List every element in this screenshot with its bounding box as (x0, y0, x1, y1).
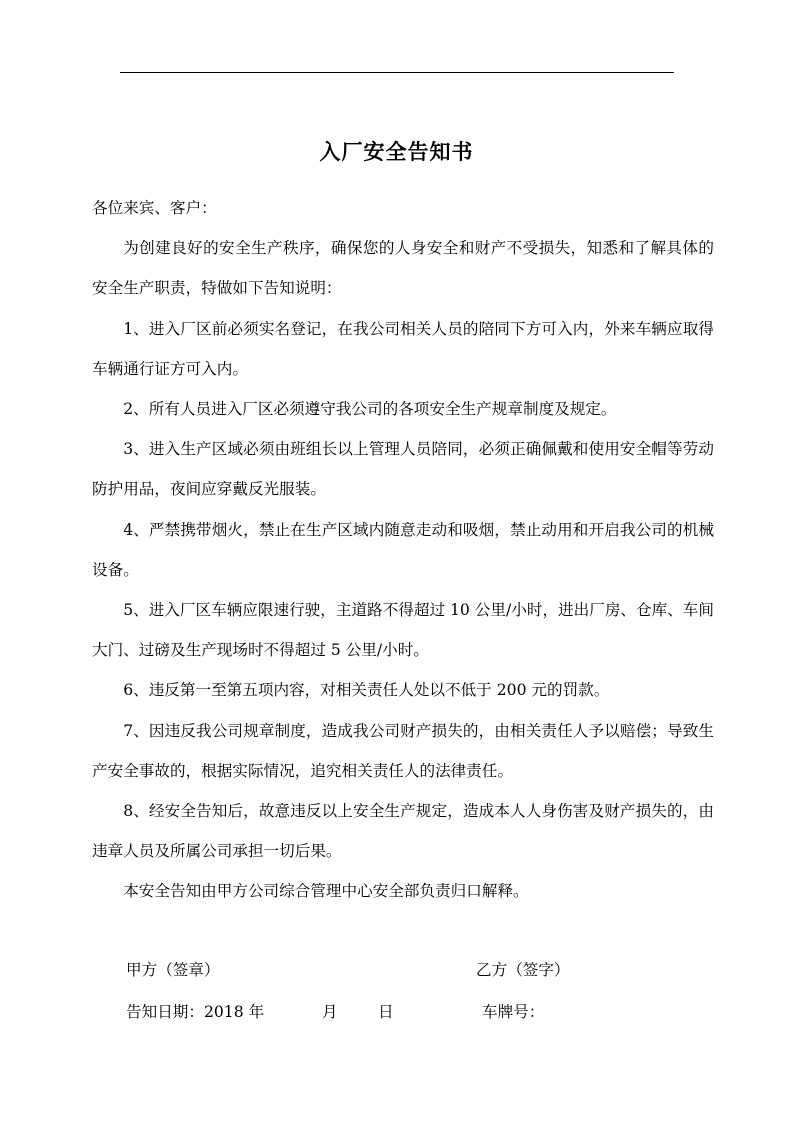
party-b-signature-label: 乙方（签字） (476, 961, 570, 979)
intro-paragraph: 为创建良好的安全生产秩序，确保您的人身安全和财产不受损失，知悉和了解具体的安全生产职责，特做如下告知说明： (92, 239, 714, 298)
salutation: 各位来宾、客户： (92, 199, 217, 217)
rule-item-7: 7、因违反我公司规章制度，造成我公司财产损失的，由相关责任人予以赔偿；导致生产安全事故的，根据实际情况，追究相关责任人的法律责任。 (92, 721, 714, 780)
rule-item-1: 1、进入厂区前必须实名登记，在我公司相关人员的陪同下方可入内，外来车辆应取得车辆通行证方可入内。 (92, 319, 714, 378)
rule-item-8: 8、经安全告知后，故意违反以上安全生产规定，造成本人人身伤害及财产损失的，由违章人员及所属公司承担一切后果。 (92, 802, 714, 861)
header-rule (120, 72, 674, 73)
date-plate-row (126, 1000, 686, 1024)
rule-item-5: 5、进入厂区车辆应限速行驶，主道路不得超过 10 公里/小时，进出厂房、仓库、车间大门、过磅及生产现场时不得超过 5 公里/小时。 (92, 601, 714, 660)
closing-paragraph: 本安全告知由甲方公司综合管理中心安全部负责归口解释。 (123, 882, 529, 901)
document-title: 入厂安全告知书 (319, 140, 474, 164)
rule-item-2: 2、所有人员进入厂区必须遵守我公司的各项安全生产规章制度及规定。 (123, 400, 617, 419)
day-label: 日 (378, 1003, 394, 1021)
month-label: 月 (322, 1003, 338, 1021)
signature-row (126, 958, 686, 982)
notice-date-label: 告知日期：2018 年 (126, 1003, 265, 1021)
rule-item-3: 3、进入生产区域必须由班组长以上管理人员陪同，必须正确佩戴和使用安全帽等劳动防护用品，夜间应穿戴反光服装。 (92, 440, 714, 499)
rule-item-6: 6、违反第一至第五项内容，对相关责任人处以不低于 200 元的罚款。 (123, 681, 610, 700)
document-body (92, 188, 714, 912)
license-plate-label: 车牌号： (482, 1003, 545, 1021)
rule-item-4: 4、严禁携带烟火，禁止在生产区域内随意走动和吸烟，禁止动用和开启我公司的机械设备。 (92, 520, 714, 579)
party-a-signature-label: 甲方（签章） (126, 961, 220, 979)
